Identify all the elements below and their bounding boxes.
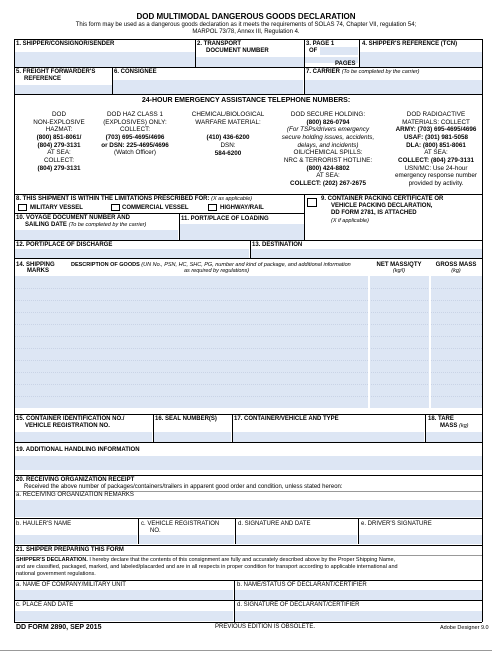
packing-cert-label-2: VEHICLE PACKING DECLARATION, <box>331 203 433 209</box>
packing-cert-note: (X if applicable) <box>331 218 369 224</box>
handling-info-field[interactable] <box>14 456 482 470</box>
handling-info-label: 19. ADDITIONAL HANDLING INFORMATION <box>16 447 140 453</box>
emergency-col-secure-holding: DOD SECURE HOLDING: (800) 826-0794 (For TSPs/drivers emergency secure holding issues, accidents, delays, and incidents) OIL/CHEMICAL SPILLS: NRC & TERRORIST HOTLINE: (800) 424-8802 AT SEA: COLLECT: (202) 267-2675 <box>281 111 375 188</box>
port-loading-label: 11. PORT/PLACE OF LOADING <box>181 216 269 222</box>
container-id-field[interactable] <box>14 432 152 442</box>
freight-forwarder-label: 5. FREIGHT FORWARDER'S <box>16 69 96 75</box>
carrier-field[interactable] <box>305 80 482 94</box>
form-number: DD FORM 2890, SEP 2015 <box>16 624 102 631</box>
page-number-field[interactable] <box>320 47 358 55</box>
remarks-label: a. RECEIVING ORGANIZATION REMARKS <box>16 492 134 498</box>
page-of-label: OF <box>309 48 318 54</box>
emergency-col-radioactive: DOD RADIOACTIVE MATERIALS: COLLECT ARMY: (703) 695-4695/4696 USAF: (301) 981-5058 DLA: (800) 851-8061 AT SEA: COLLECT: (804) 279-3131 USN/MC: Use 24-hour emergency response number provided by activity. <box>395 111 477 188</box>
highway-rail-label: HIGHWAY/RAIL <box>220 205 264 211</box>
signature-date-label: d. SIGNATURE AND DATE <box>238 521 311 527</box>
shipper-reference-field[interactable] <box>360 52 482 67</box>
destination-field[interactable] <box>251 249 482 258</box>
signature-date-field[interactable] <box>236 535 357 544</box>
net-mass-unit: (kg/l) <box>392 268 406 274</box>
form-subtitle-line2: MARPOL 73/78, Annex III, Regulation 4. <box>192 29 300 35</box>
shipping-marks-label: 14. SHIPPING <box>16 262 55 268</box>
place-date-label: c. PLACE AND DATE <box>16 602 74 608</box>
carrier-label: 7. CARRIER (To be completed by the carrier) <box>306 69 420 75</box>
form-title: DOD MULTIMODAL DANGEROUS GOODS DECLARATION <box>136 12 356 21</box>
page-label: 3. PAGE 1 <box>306 41 335 47</box>
declarant-name-field[interactable] <box>235 590 482 600</box>
emergency-col-nonexplosive: DOD NON-EXPLOSIVE HAZMAT: (800) 851-8061/ (804) 279-3131 AT SEA: COLLECT: (804) 279-3131 <box>33 111 85 172</box>
declarant-signature-field[interactable] <box>235 611 482 621</box>
packing-cert-label-3: DD FORM 2781, IS ATTACHED <box>331 210 417 216</box>
voyage-document-field[interactable] <box>14 230 178 240</box>
pages-label: PAGES <box>335 61 356 67</box>
port-of-discharge-field[interactable] <box>14 249 249 258</box>
hauler-name-label: b. HAULER'S NAME <box>16 521 72 527</box>
seal-label: 16. SEAL NUMBER(S) <box>155 416 217 422</box>
description-label: DESCRIPTION OF GOODS (UN No., PSN, HC, SHC, PG, number and kind of package, and additional information <box>71 262 351 268</box>
consignee-field[interactable] <box>113 80 303 94</box>
limitations-label: 8. THIS SHIPMENT IS WITHIN THE LIMITATIONS PRESCRIBED FOR: (X as applicable) <box>16 196 253 202</box>
vehicle-registration-no-label: NO. <box>150 528 161 534</box>
hauler-name-field[interactable] <box>14 535 137 544</box>
seal-number-field[interactable] <box>154 432 231 442</box>
driver-signature-label: e. DRIVER'S SIGNATURE <box>361 521 432 527</box>
place-date-field[interactable] <box>14 611 233 621</box>
vehicle-registration-label: c. VEHICLE REGISTRATION <box>141 521 220 527</box>
company-name-label: a. NAME OF COMPANY/MILITARY UNIT <box>16 582 126 588</box>
container-type-field[interactable] <box>233 432 424 442</box>
container-id-label: 15. CONTAINER IDENTIFICATION NO./ <box>16 416 125 422</box>
transport-label: 2. TRANSPORT <box>197 41 242 47</box>
declarant-signature-label: d. SIGNATURE OF DECLARANT/CERTIFIER <box>237 602 360 608</box>
vehicle-reg-label: VEHICLE REGISTRATION NO. <box>25 423 110 429</box>
shipper-reference-label: 4. SHIPPER'S REFERENCE (TCN) <box>362 41 458 47</box>
shipper-field[interactable] <box>14 52 195 67</box>
driver-signature-field[interactable] <box>359 535 482 544</box>
software-note: Adobe Designer 9.0 <box>440 625 489 631</box>
highway-rail-checkbox[interactable] <box>208 204 217 211</box>
company-name-field[interactable] <box>14 590 233 600</box>
declaration-line3: national government regulations. <box>16 571 96 577</box>
emergency-col-chemical: CHEMICAL/BIOLOGICAL WARFARE MATERIAL: (410) 436-6200 DSN: 584-6200 <box>191 111 265 157</box>
port-discharge-label: 12. PORT/PLACE OF DISCHARGE <box>16 242 113 248</box>
transport-doc-label: DOCUMENT NUMBER <box>206 48 269 54</box>
commercial-vessel-label: COMMERCIAL VESSEL <box>122 205 189 211</box>
emergency-title: 24-HOUR EMERGENCY ASSISTANCE TELEPHONE NUMBERS: <box>141 97 351 104</box>
receiving-org-label: 20. RECEIVING ORGANIZATION RECEIPT <box>16 477 135 483</box>
sailing-date-label: SAILING DATE (To be completed by the carrier) <box>25 222 147 228</box>
vehicle-registration-field[interactable] <box>139 535 234 544</box>
declaration-line1: SHIPPER'S DECLARATION. I hereby declare that the contents of this consignment are fully and accurately described above by the Proper Shipping Name, <box>16 557 396 563</box>
shipper-preparing-label: 21. SHIPPER PREPARING THIS FORM <box>16 547 124 553</box>
shipper-label: 1. SHIPPER/CONSIGNOR/SENDER <box>16 41 115 47</box>
description-note: as required by regulations) <box>184 268 250 274</box>
tare-label: 18. TARE <box>428 416 454 422</box>
marks-label: MARKS <box>27 268 49 274</box>
tare-mass-label: MASS (kg) <box>440 423 469 429</box>
emergency-col-explosives: DOD HAZ CLASS 1 (EXPLOSIVES) ONLY: COLLECT: (703) 695-4695/4696 or DSN: 225-4695/4696 (Watch Officer) <box>101 111 169 157</box>
packing-cert-label: 9. CONTAINER PACKING CERTIFICATE OR <box>321 196 444 202</box>
declaration-line2: and are classified, packaged, marked, and labeled/placarded and are in all respects in proper condition for transport according to applicable international and <box>16 564 398 570</box>
gross-mass-unit: (kg) <box>451 268 461 274</box>
voyage-doc-label: 10. VOYAGE DOCUMENT NUMBER AND <box>16 215 130 221</box>
destination-label: 13. DESTINATION <box>252 242 303 248</box>
form-subtitle-line1: This form may be used as a dangerous goods declaration as it meets the requirements of SOLAS 74, Chapter VII, regulation 54; <box>75 22 417 28</box>
port-of-loading-field[interactable] <box>180 224 304 240</box>
goods-description-area[interactable] <box>14 276 482 408</box>
declarant-name-label: b. NAME/STATUS OF DECLARANT/CERTIFIER <box>237 582 367 588</box>
receipt-text: Received the above number of packages/containers/trailers in apparent good order and condition, unless stated hereon: <box>24 484 343 490</box>
commercial-vessel-checkbox[interactable] <box>111 204 120 211</box>
previous-edition-note: PREVIOUS EDITION IS OBSOLETE. <box>214 624 316 630</box>
net-mass-label: NET MASS/QTY <box>376 262 422 268</box>
military-vessel-checkbox[interactable] <box>18 204 27 211</box>
freight-forwarder-ref-label: REFERENCE <box>24 76 62 82</box>
transport-doc-number-field[interactable] <box>196 57 304 67</box>
packing-certificate-checkbox[interactable] <box>307 198 317 207</box>
gross-mass-label: GROSS MASS <box>435 262 477 268</box>
receiving-remarks-field[interactable] <box>14 500 482 517</box>
freight-forwarder-field[interactable] <box>14 85 112 94</box>
military-vessel-label: MILITARY VESSEL <box>30 205 83 211</box>
consignee-label: 6. CONSIGNEE <box>114 69 157 75</box>
container-type-label: 17. CONTAINER/VEHICLE AND TYPE <box>234 416 339 422</box>
tare-mass-field[interactable] <box>426 432 482 442</box>
